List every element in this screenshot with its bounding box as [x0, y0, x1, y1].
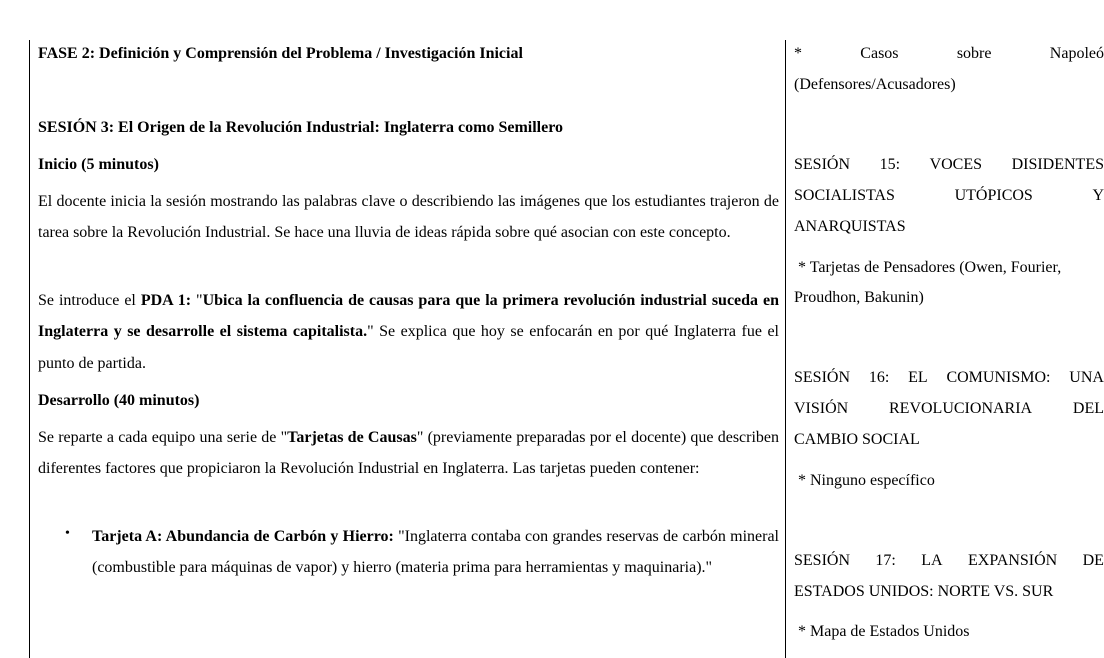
word: SESIÓN: [794, 369, 851, 386]
card-a-label: Tarjeta A: Abundancia de Carbón y Hierro:: [92, 528, 394, 545]
pda-intro: Se introduce el: [38, 292, 141, 309]
word: sobre: [956, 45, 992, 62]
session-16-item: * Ninguno específico: [794, 472, 935, 489]
inicio-heading: Inicio (5 minutos): [38, 156, 159, 173]
session-16-line-3: CAMBIO SOCIAL: [794, 431, 920, 448]
session-17-line-2: ESTADOS UNIDOS: NORTE VS. SUR: [794, 583, 1054, 600]
word: Y: [1092, 187, 1104, 204]
desarrollo-paragraph: [38, 422, 779, 485]
pda-paragraph: [38, 285, 779, 379]
desarrollo-heading: Desarrollo (40 minutos): [38, 392, 200, 409]
word: VISIÓN: [794, 400, 849, 417]
fase-heading: FASE 2: Definición y Comprensión del Problema / Investigación Inicial: [38, 45, 523, 62]
word: SESIÓN: [794, 552, 851, 569]
desarrollo-bold: Tarjetas de Causas: [287, 429, 417, 446]
inicio-paragraph: El docente inicia la sesión mostrando las palabras clave o describiendo las imágenes que los estudiantes trajeron de tarea sobre la Revolución Industrial. Se hace una lluvia de ideas rápida sobre qué asocian con este concepto.: [38, 193, 779, 242]
card-a-text-block: [92, 521, 779, 584]
pda-after: Se explica que hoy se enfocarán en por qué Inglaterra fue el punto de partida.: [38, 323, 779, 372]
word: REVOLUCIONARIA: [889, 400, 1033, 417]
table-left-border: [29, 40, 30, 658]
session-15-item-line-1: * Tarjetas de Pensadores (Owen, Fourier,: [794, 259, 1062, 276]
word: LA: [921, 552, 943, 569]
desarrollo-after: " (previamente preparadas por el docente) que describen diferentes factores que propiciaron la Revolución Industrial en Inglaterra. Las tarjetas pueden contener:: [38, 429, 780, 478]
session-15-line-3: ANARQUISTAS: [794, 218, 906, 235]
session-15-line-2: [794, 185, 1104, 207]
card-a-text: "Inglaterra contaba con grandes reservas de carbón mineral (combustible para máquinas de vapor) y hierro (materia prima para herramientas y maquinaria).": [92, 528, 779, 577]
word: EL: [908, 369, 928, 386]
pda-text: Ubica la confluencia de causas para que la primera revolución industrial suceda en Inglaterra y se desarrolle el sistema capitalista.: [38, 292, 780, 341]
session-17-item: * Mapa de Estados Unidos: [794, 623, 970, 640]
word: 16:: [868, 369, 890, 386]
word: 15:: [879, 156, 901, 173]
word: 17:: [875, 552, 896, 569]
session-17-line-1: [794, 550, 1104, 572]
word: UTÓPICOS: [954, 187, 1033, 204]
word: SOCIALISTAS: [794, 187, 895, 204]
word: DEL: [1072, 400, 1104, 417]
session-16-line-1: [794, 367, 1104, 389]
table-column-divider: [785, 40, 786, 658]
word: VOCES: [929, 156, 983, 173]
casos-line-1: [794, 43, 1104, 65]
word: Napoleó: [1049, 45, 1104, 62]
session-heading: SESIÓN 3: El Origen de la Revolución Industrial: Inglaterra como Semillero: [38, 119, 564, 136]
list-item: [38, 521, 779, 584]
pda-quote-close: ": [367, 323, 374, 341]
bullet-icon: •: [65, 526, 70, 541]
word: DE: [1082, 552, 1104, 569]
word: DISIDENTES: [1011, 156, 1104, 173]
word: *: [794, 45, 802, 62]
casos-line-2: (Defensores/Acusadores): [794, 76, 956, 93]
session-15-item-line-2: Proudhon, Bakunin): [794, 289, 924, 306]
word: EXPANSIÓN: [968, 552, 1058, 569]
word: UNA: [1069, 369, 1104, 386]
word: COMUNISMO:: [946, 369, 1051, 386]
pda-label: PDA 1:: [140, 292, 192, 309]
session-15-line-1: [794, 154, 1104, 176]
desarrollo-before: Se reparte a cada equipo una serie de ": [38, 429, 288, 446]
word: SESIÓN: [794, 156, 851, 173]
pda-quote-open: ": [191, 292, 203, 309]
word: Casos: [860, 45, 899, 62]
session-16-line-2: [794, 398, 1104, 420]
